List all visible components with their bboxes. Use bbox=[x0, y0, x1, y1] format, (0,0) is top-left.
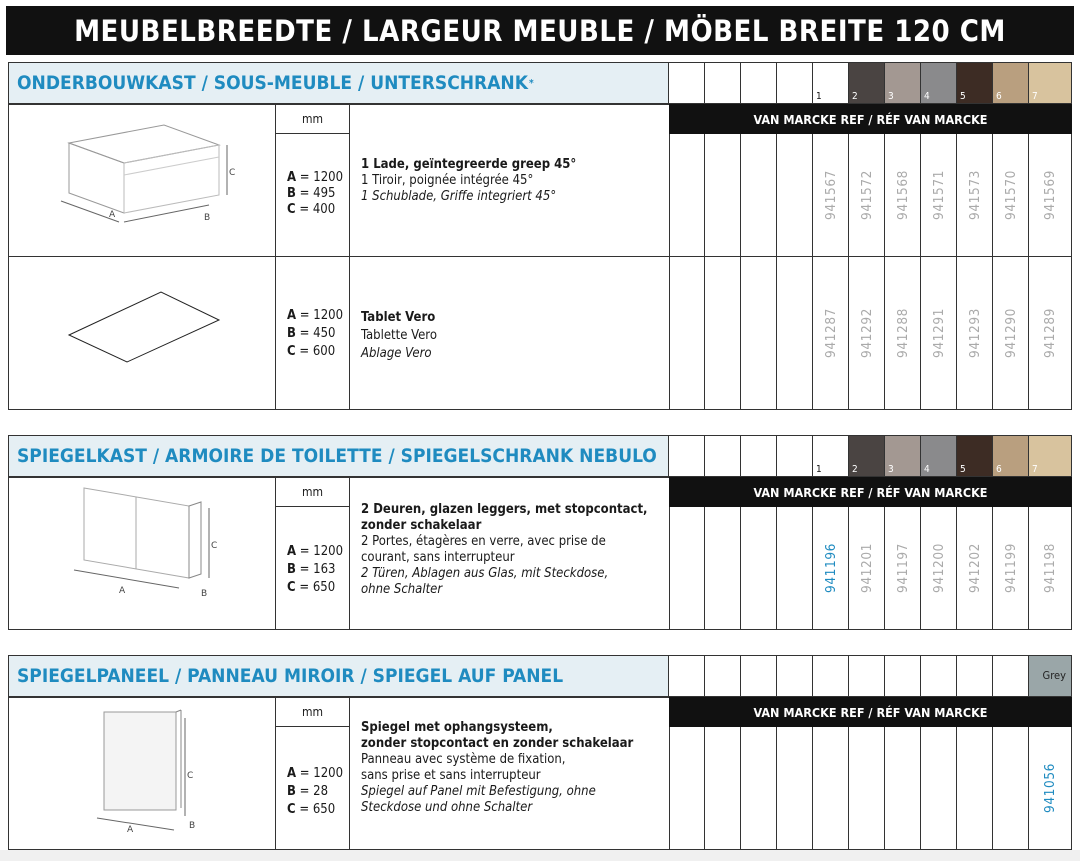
dim-c-label: C bbox=[211, 541, 218, 551]
section-title: SPIEGELPANEEL / PANNEAU MIROIR / SPIEGEL AUF PANEL bbox=[8, 655, 669, 697]
ref-code: 941287 bbox=[822, 308, 839, 358]
desc-fr: sans prise et sans interrupteur bbox=[361, 768, 541, 783]
code-cell bbox=[993, 134, 1029, 257]
color-swatch-4: 4 bbox=[921, 62, 957, 104]
blank-header-cell bbox=[777, 62, 813, 104]
dimensions-cell bbox=[275, 134, 350, 257]
van-marcke-ref-bar: VAN MARCKE REF / RÉF VAN MARCKE bbox=[669, 104, 1072, 134]
description-cell bbox=[349, 257, 670, 410]
dimensions-cell bbox=[275, 257, 350, 410]
color-swatch-3: 3 bbox=[885, 62, 921, 104]
dim-c: C = 650 bbox=[287, 802, 336, 817]
ref-code: 941056 bbox=[1042, 763, 1058, 813]
code-cell bbox=[777, 507, 813, 630]
code-cell bbox=[741, 134, 777, 257]
section-header bbox=[8, 62, 1072, 104]
mm-header: mm bbox=[275, 697, 350, 727]
dimensions-cell bbox=[275, 507, 350, 630]
dim-b: B = 28 bbox=[287, 784, 329, 799]
ref-code: 941288 bbox=[894, 308, 911, 358]
code-cell bbox=[993, 257, 1029, 410]
blank-header-cell bbox=[705, 435, 741, 477]
dim-a-label: A bbox=[119, 586, 126, 596]
grey-label: Grey bbox=[1042, 669, 1066, 682]
code-cell bbox=[669, 257, 705, 410]
mm-header: mm bbox=[275, 104, 350, 134]
code-cell bbox=[1029, 257, 1072, 410]
desc-fr: 2 Portes, étagères en verre, avec prise de bbox=[361, 534, 606, 549]
desc-fr: Tablette Vero bbox=[361, 328, 437, 343]
page-title: MEUBELBREEDTE / LARGEUR MEUBLE / MÖBEL BREITE 120 CM bbox=[6, 6, 1074, 55]
ref-code: 941568 bbox=[894, 170, 911, 220]
dimension-values bbox=[287, 765, 343, 819]
code-cell bbox=[993, 507, 1029, 630]
section-spiegelpaneel bbox=[8, 655, 1072, 850]
code-cell bbox=[813, 257, 849, 410]
tablet-drawing bbox=[8, 257, 276, 410]
code-cell bbox=[813, 727, 849, 850]
ref-code: 941196 bbox=[822, 543, 839, 593]
dim-a-label: A bbox=[127, 825, 134, 835]
section-header bbox=[8, 435, 1072, 477]
code-cell bbox=[705, 727, 741, 850]
desc-nl: zonder stopcontact en zonder schakelaar bbox=[361, 736, 634, 751]
blank-header-cell bbox=[669, 435, 705, 477]
dim-a: A = 1200 bbox=[287, 766, 344, 781]
blank-header-cell bbox=[849, 655, 885, 697]
description-cell bbox=[349, 104, 670, 257]
code-cell bbox=[813, 507, 849, 630]
blank-header-cell bbox=[741, 655, 777, 697]
color-swatch-3: 3 bbox=[885, 435, 921, 477]
code-cell bbox=[885, 134, 921, 257]
desc-fr: 1 Tiroir, poignée intégrée 45° bbox=[361, 173, 534, 188]
blank-header-cell bbox=[813, 655, 849, 697]
ref-code: 941292 bbox=[858, 308, 875, 358]
desc-de: 2 Türen, Ablagen aus Glas, mit Steckdose, bbox=[361, 566, 609, 581]
ref-code: 941201 bbox=[858, 543, 875, 593]
dim-c-label: C bbox=[229, 168, 236, 178]
desc-fr: Panneau avec système de fixation, bbox=[361, 752, 566, 767]
ref-code: 941197 bbox=[894, 543, 911, 593]
blank-header-cell bbox=[669, 655, 705, 697]
dim-b: B = 450 bbox=[287, 326, 336, 341]
ref-code: 941198 bbox=[1042, 543, 1058, 593]
color-swatch-6: 6 bbox=[993, 435, 1029, 477]
code-cell bbox=[777, 134, 813, 257]
code-cell bbox=[1029, 134, 1072, 257]
color-swatch-1: 1 bbox=[813, 62, 849, 104]
ref-code: 941567 bbox=[822, 170, 839, 220]
blank-header-cell bbox=[741, 62, 777, 104]
dimension-values bbox=[287, 543, 343, 597]
code-cell bbox=[957, 134, 993, 257]
code-cell bbox=[669, 507, 705, 630]
blank-header-cell bbox=[705, 62, 741, 104]
blank-header-cell bbox=[921, 655, 957, 697]
tablet-drawing-icon bbox=[9, 257, 275, 409]
van-marcke-ref-bar: VAN MARCKE REF / RÉF VAN MARCKE bbox=[669, 477, 1072, 507]
section-header bbox=[8, 655, 1072, 697]
code-cell bbox=[777, 727, 813, 850]
code-cell bbox=[885, 727, 921, 850]
section-spiegelkast bbox=[8, 435, 1072, 630]
code-cell bbox=[957, 507, 993, 630]
description-cell bbox=[349, 477, 670, 630]
description-cell bbox=[349, 697, 670, 850]
blank-header-cell bbox=[777, 655, 813, 697]
code-cell bbox=[705, 134, 741, 257]
blank-header-cell bbox=[705, 655, 741, 697]
ref-code: 941570 bbox=[1002, 170, 1019, 220]
code-cell bbox=[705, 257, 741, 410]
blank-header-cell bbox=[669, 62, 705, 104]
code-cell bbox=[1029, 507, 1072, 630]
ref-code: 941200 bbox=[930, 543, 947, 593]
code-cell bbox=[849, 257, 885, 410]
spiegelkast-drawing-icon bbox=[9, 478, 275, 630]
code-cell bbox=[885, 257, 921, 410]
blank-header-cell bbox=[885, 655, 921, 697]
ref-code: 941199 bbox=[1002, 543, 1019, 593]
dim-b-label: B bbox=[201, 589, 208, 599]
dim-c-label: C bbox=[187, 771, 194, 781]
dim-c: C = 650 bbox=[287, 580, 336, 595]
code-cell bbox=[849, 134, 885, 257]
blank-header-cell bbox=[777, 435, 813, 477]
dim-c: C = 400 bbox=[287, 202, 336, 217]
spiegelpaneel-drawing-icon bbox=[9, 698, 275, 850]
dim-b-label: B bbox=[189, 821, 196, 831]
dim-c: C = 600 bbox=[287, 344, 336, 359]
code-cell bbox=[921, 507, 957, 630]
cabinet-drawing bbox=[8, 104, 276, 257]
ref-code: 941569 bbox=[1042, 170, 1058, 220]
code-cell bbox=[921, 134, 957, 257]
ref-code: 941573 bbox=[966, 170, 983, 220]
color-swatch-7: 7 bbox=[1029, 435, 1072, 477]
code-cell bbox=[669, 134, 705, 257]
ref-code: 941571 bbox=[930, 170, 947, 220]
desc-nl: 1 Lade, geïntegreerde greep 45° bbox=[361, 157, 577, 172]
desc-de: ohne Schalter bbox=[361, 582, 443, 597]
code-cell bbox=[741, 727, 777, 850]
code-cell bbox=[813, 134, 849, 257]
section-title: ONDERBOUWKAST / SOUS-MEUBLE / UNTERSCHRANK * bbox=[8, 62, 669, 104]
ref-code: 941572 bbox=[858, 170, 875, 220]
code-cell bbox=[741, 507, 777, 630]
code-cell bbox=[1029, 727, 1072, 850]
footer-band bbox=[0, 850, 1080, 861]
color-swatch-5: 5 bbox=[957, 62, 993, 104]
color-swatch-5: 5 bbox=[957, 435, 993, 477]
desc-de: Spiegel auf Panel mit Befestigung, ohne bbox=[361, 784, 596, 799]
desc-nl: 2 Deuren, glazen leggers, met stopcontact, bbox=[361, 502, 648, 517]
cabinet-drawing bbox=[8, 477, 276, 630]
blank-header-cell bbox=[741, 435, 777, 477]
dim-a: A = 1200 bbox=[287, 170, 344, 185]
dim-a: A = 1200 bbox=[287, 544, 344, 559]
color-swatch-7: 7 bbox=[1029, 62, 1072, 104]
code-cell bbox=[921, 727, 957, 850]
color-swatch-6: 6 bbox=[993, 62, 1029, 104]
blank-header-cell bbox=[993, 655, 1029, 697]
mm-header: mm bbox=[275, 477, 350, 507]
ref-code: 941202 bbox=[966, 543, 983, 593]
code-cell bbox=[705, 507, 741, 630]
dimension-values bbox=[287, 170, 343, 218]
dim-b-label: B bbox=[204, 213, 211, 223]
ref-code: 941291 bbox=[930, 308, 947, 358]
dim-a-label: A bbox=[109, 210, 116, 220]
section-onderbouwkast bbox=[8, 62, 1072, 410]
code-cell bbox=[957, 257, 993, 410]
ref-code: 941290 bbox=[1002, 308, 1019, 358]
dim-b: B = 163 bbox=[287, 562, 336, 577]
code-cell bbox=[921, 257, 957, 410]
code-cell bbox=[741, 257, 777, 410]
code-cell bbox=[849, 507, 885, 630]
panel-drawing bbox=[8, 697, 276, 850]
desc-de: 1 Schublade, Griffe integriert 45° bbox=[361, 189, 557, 204]
desc-de: Steckdose und ohne Schalter bbox=[361, 800, 533, 815]
code-cell bbox=[849, 727, 885, 850]
code-cell bbox=[669, 727, 705, 850]
desc-nl: Tablet Vero bbox=[361, 310, 436, 325]
sous-meuble-drawing-icon bbox=[9, 105, 275, 257]
product-row bbox=[8, 257, 1072, 410]
color-swatch-grey bbox=[1029, 655, 1072, 697]
desc-nl: Spiegel met ophangsysteem, bbox=[361, 720, 553, 735]
color-swatch-2: 2 bbox=[849, 435, 885, 477]
ref-code: 941293 bbox=[966, 308, 983, 358]
code-cell bbox=[993, 727, 1029, 850]
desc-de: Ablage Vero bbox=[361, 346, 432, 361]
code-cell bbox=[885, 507, 921, 630]
color-swatch-2: 2 bbox=[849, 62, 885, 104]
dimension-values bbox=[287, 307, 343, 361]
color-swatch-4: 4 bbox=[921, 435, 957, 477]
code-cell bbox=[957, 727, 993, 850]
van-marcke-ref-bar: VAN MARCKE REF / RÉF VAN MARCKE bbox=[669, 697, 1072, 727]
ref-code: 941289 bbox=[1042, 308, 1058, 358]
section-title: SPIEGELKAST / ARMOIRE DE TOILETTE / SPIEGELSCHRANK NEBULO bbox=[8, 435, 669, 477]
dim-a: A = 1200 bbox=[287, 308, 344, 323]
dim-b: B = 495 bbox=[287, 186, 336, 201]
blank-header-cell bbox=[957, 655, 993, 697]
color-swatch-1: 1 bbox=[813, 435, 849, 477]
code-cell bbox=[777, 257, 813, 410]
desc-fr: courant, sans interrupteur bbox=[361, 550, 515, 565]
desc-nl: zonder schakelaar bbox=[361, 518, 482, 533]
dimensions-cell bbox=[275, 727, 350, 850]
